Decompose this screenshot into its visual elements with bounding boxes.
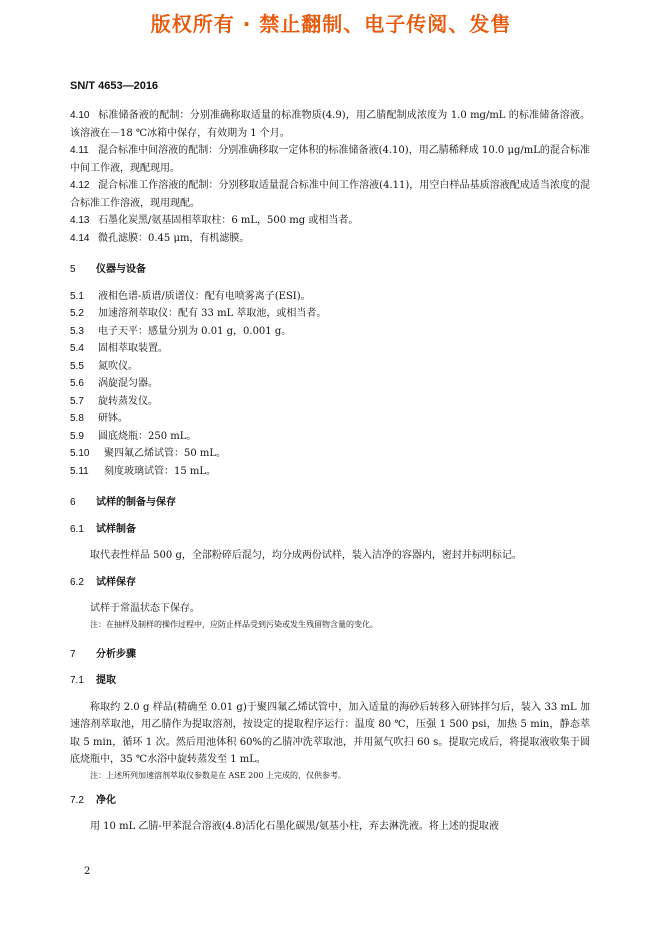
subsection-number: 7.2 xyxy=(70,794,84,806)
document-body xyxy=(70,107,590,836)
subsection-heading xyxy=(70,672,590,690)
subsection-number: 7.1 xyxy=(70,675,84,686)
item-number: 5.3 xyxy=(70,325,84,337)
item-text: 涡旋混匀器。 xyxy=(98,378,158,389)
subsection-heading xyxy=(70,574,590,592)
item-number: 5.2 xyxy=(70,308,84,319)
reagent-item xyxy=(70,177,590,212)
subsection-title: 试样保存 xyxy=(96,576,136,588)
item-text: 固相萃取装置。 xyxy=(98,343,168,354)
equipment-item xyxy=(70,375,590,393)
subsection-number: 6.2 xyxy=(70,576,84,588)
item-number: 5.6 xyxy=(70,378,84,389)
item-text: 圆底烧瓶：250 mL。 xyxy=(98,430,197,442)
equipment-item xyxy=(70,358,590,376)
paragraph: 用 10 mL 乙腈-甲苯混合溶液(4.8)活化石墨化碳黑/氨基小柱，弃去淋洗液。将上述的提取液 xyxy=(90,821,499,832)
equipment-item xyxy=(70,428,590,446)
item-number: 4.10 xyxy=(70,110,90,121)
section-number: 6 xyxy=(70,497,76,508)
equipment-item xyxy=(70,323,590,341)
item-text: 刻度玻璃试管：15 mL。 xyxy=(104,465,217,477)
standard-code: SN/T 4653—2016 xyxy=(70,80,159,92)
item-number: 5.11 xyxy=(70,465,89,477)
item-number: 4.12 xyxy=(70,180,90,191)
item-text: 液相色谱-质谱/质谱仪：配有电喷雾离子(ESI)。 xyxy=(98,290,311,302)
reagent-item xyxy=(70,212,590,230)
item-text: 加速溶剂萃取仪：配有 33 mL 萃取池，或相当者。 xyxy=(98,308,327,319)
note: 注：在抽样及制样的操作过程中，应防止样品受到污染或发生残留物含量的变化。 xyxy=(90,619,378,629)
item-number: 5.1 xyxy=(70,290,84,302)
subsection-heading xyxy=(70,521,590,539)
equipment-item xyxy=(70,340,590,358)
paragraph: 试样于常温状态下保存。 xyxy=(90,603,200,614)
item-text: 标准储备液的配制：分别准确称取适量的标准物质(4.9)，用乙腈配制成浓度为 1.0 mg/mL 的标准储备溶液。该溶液在－18 ℃冰箱中保存，有效期为 1 个月。 xyxy=(70,110,590,139)
section-heading xyxy=(70,494,590,512)
subsection-heading xyxy=(70,792,590,810)
item-number: 5.5 xyxy=(70,360,84,372)
item-text: 石墨化炭黑/氨基固相萃取柱：6 mL，500 mg 或相当者。 xyxy=(98,215,359,226)
item-text: 混合标准工作溶液的配制：分别移取适量混合标准中间工作溶液(4.11)，用空白样品基质溶液配成适当浓度的混合标准工作溶液，现用现配。 xyxy=(70,180,590,209)
page-number: 2 xyxy=(84,866,91,877)
item-text: 电子天平：感量分别为 0.01 g，0.001 g。 xyxy=(98,325,292,337)
item-text: 氮吹仪。 xyxy=(98,360,138,372)
item-number: 4.14 xyxy=(70,232,90,244)
equipment-item xyxy=(70,393,590,411)
item-number: 5.9 xyxy=(70,430,84,442)
equipment-item xyxy=(70,445,590,463)
equipment-item xyxy=(70,288,590,306)
reagent-item xyxy=(70,107,590,142)
section-number: 7 xyxy=(70,648,76,660)
section-heading xyxy=(70,261,590,279)
watermark: 版权所有 · 禁止翻制、电子传阅、发售 xyxy=(150,12,512,36)
paragraph: 称取约 2.0 g 样品(精确至 0.01 g)于聚四氟乙烯试管中，加入适量的海砂后转移入研钵拌匀后，装入 33 mL 加速溶剂萃取池，用乙腈作为提取溶剂，按设定的提取程序运行：温度 80 ℃，压强 1 500 psi，加热 5 min，静态萃取 5 min，循环 1 次。然后用池体积 60%的乙腈冲洗萃取池，并用氮气吹扫 60 s。提取完成后，将提取液收集于圆底烧瓶中，35 ℃水浴中旋转蒸发至 1 mL。 xyxy=(70,701,590,765)
item-number: 4.11 xyxy=(70,145,89,156)
item-text: 旋转蒸发仪。 xyxy=(98,395,158,407)
paragraph: 取代表性样品 500 g，全部粉碎后混匀，均分成两份试样，装入洁净的容器内，密封并标明标记。 xyxy=(90,550,522,561)
item-number: 5.8 xyxy=(70,413,84,424)
section-heading xyxy=(70,646,590,664)
subsection-title: 提取 xyxy=(96,675,116,686)
subsection-number: 6.1 xyxy=(70,523,84,535)
equipment-item xyxy=(70,410,590,428)
item-number: 5.7 xyxy=(70,395,84,407)
section-title: 仪器与设备 xyxy=(96,264,146,275)
section-title: 试样的制备与保存 xyxy=(96,497,176,508)
note: 注：上述所列加速溶剂萃取仪参数是在 ASE 200 上完成的，仅供参考。 xyxy=(90,770,346,780)
section-title: 分析步骤 xyxy=(96,648,136,660)
item-number: 5.4 xyxy=(70,343,84,354)
subsection-title: 净化 xyxy=(96,794,116,806)
item-text: 研钵。 xyxy=(98,413,128,424)
subsection-title: 试样制备 xyxy=(96,523,136,535)
item-number: 5.10 xyxy=(70,448,90,459)
item-text: 混合标准中间溶液的配制：分别准确移取一定体积的标准储备液(4.10)，用乙腈稀释成 10.0 μg/mL的混合标准中间工作液，现配现用。 xyxy=(70,145,590,174)
reagent-item xyxy=(70,230,590,248)
item-number: 4.13 xyxy=(70,215,90,226)
section-number: 5 xyxy=(70,264,76,275)
item-text: 微孔滤膜：0.45 μm，有机滤膜。 xyxy=(98,232,250,244)
equipment-item xyxy=(70,305,590,323)
reagent-item xyxy=(70,142,590,177)
equipment-item xyxy=(70,463,590,481)
item-text: 聚四氟乙烯试管：50 mL。 xyxy=(104,448,227,459)
